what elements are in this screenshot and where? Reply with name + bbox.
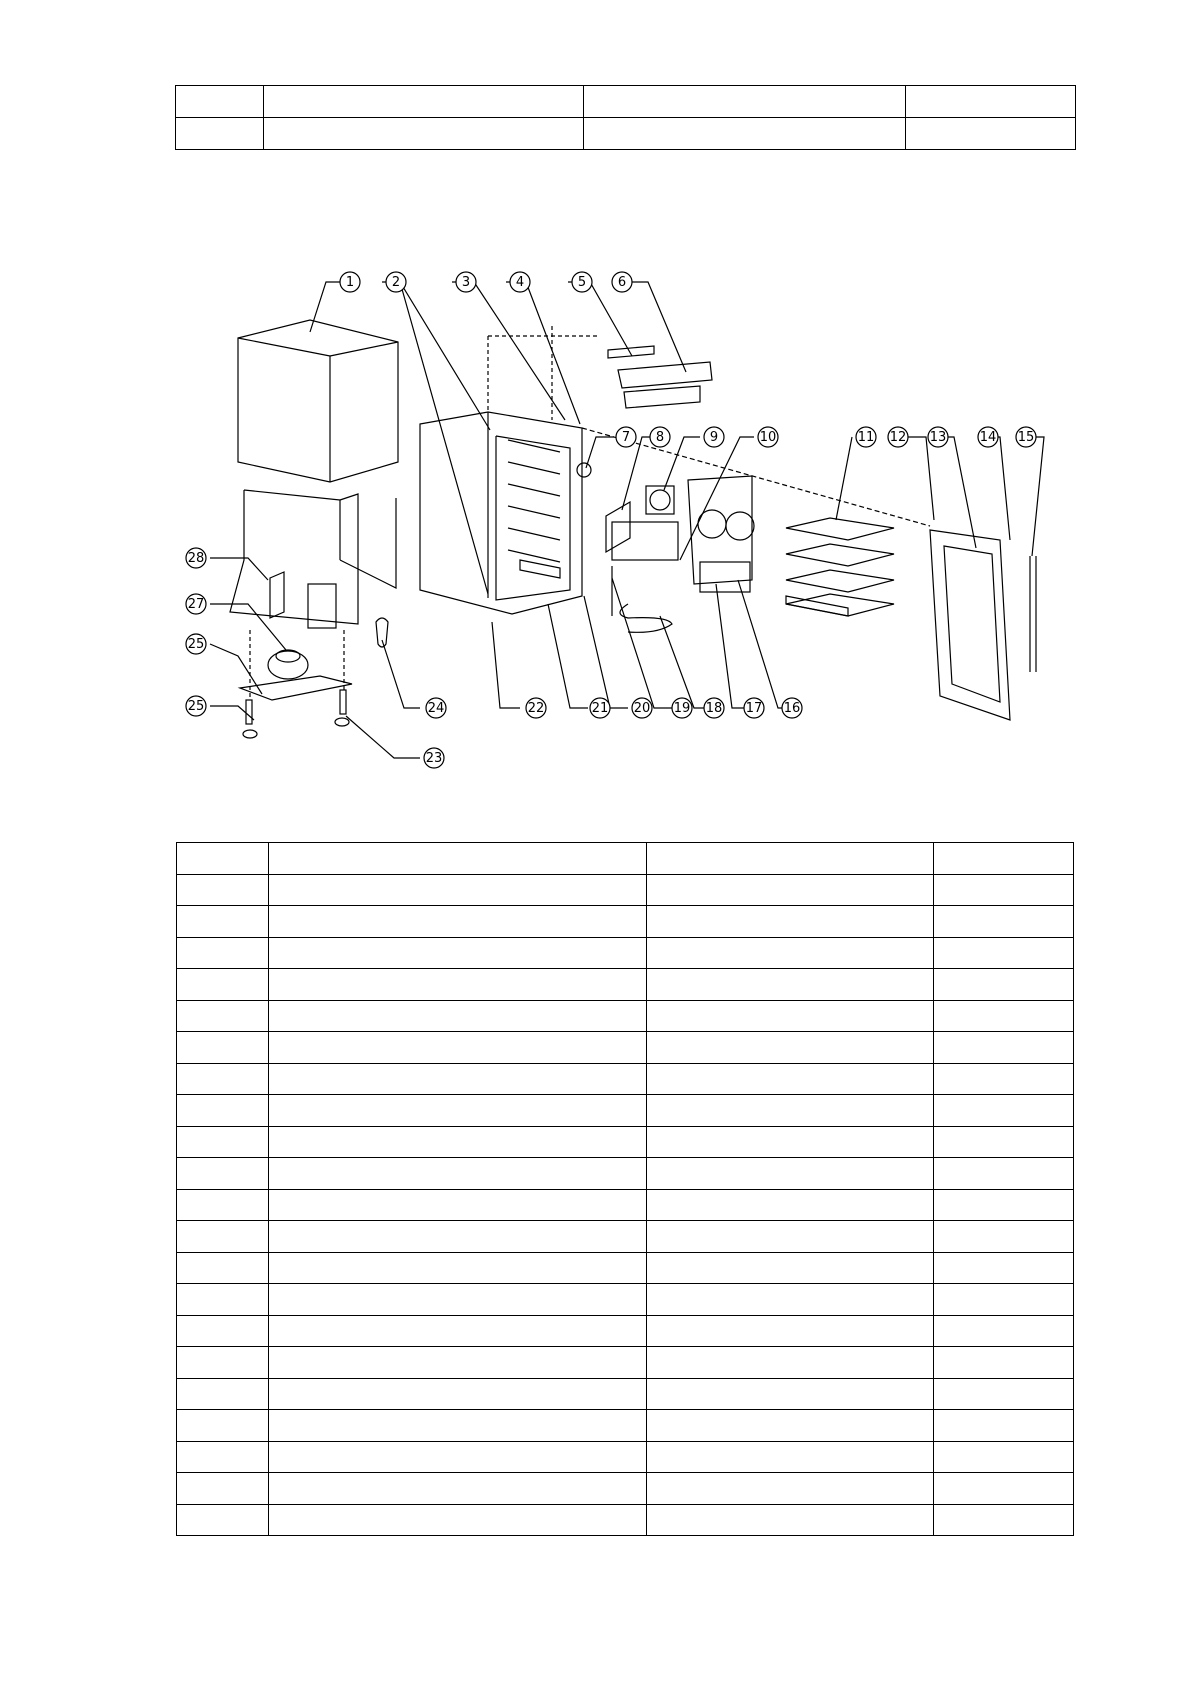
table-cell xyxy=(934,1126,1074,1158)
callout-25 xyxy=(186,634,206,654)
table-cell xyxy=(177,1410,269,1442)
table-cell xyxy=(647,1126,934,1158)
callout-6 xyxy=(612,272,632,292)
callout-11 xyxy=(856,427,876,447)
evaporator-drawing xyxy=(577,463,754,632)
table-cell xyxy=(177,1473,269,1505)
table-cell xyxy=(647,1221,934,1253)
callout-8 xyxy=(650,427,670,447)
callout-number: 2 xyxy=(391,275,401,290)
table-cell xyxy=(647,937,934,969)
table-cell xyxy=(934,874,1074,906)
callout-25 xyxy=(186,696,206,716)
table-row xyxy=(177,1126,1074,1158)
callout-1 xyxy=(340,272,360,292)
table-cell xyxy=(647,1032,934,1064)
table-row xyxy=(177,1252,1074,1284)
table-row xyxy=(177,1315,1074,1347)
table-cell xyxy=(177,1504,269,1536)
table-cell xyxy=(269,969,647,1001)
table-cell xyxy=(177,1032,269,1064)
table-cell xyxy=(647,1063,934,1095)
table-cell xyxy=(177,1315,269,1347)
table-cell xyxy=(177,1158,269,1190)
shelves-drawing xyxy=(786,518,894,616)
table-cell xyxy=(647,1441,934,1473)
table-row xyxy=(177,1284,1074,1316)
callout-17 xyxy=(744,698,764,718)
table-cell xyxy=(647,1158,934,1190)
table-cell xyxy=(269,1221,647,1253)
callout-number: 23 xyxy=(425,751,443,766)
table-row xyxy=(177,1347,1074,1379)
table-cell xyxy=(269,1347,647,1379)
callout-28 xyxy=(186,548,206,568)
table-cell xyxy=(269,937,647,969)
table-cell xyxy=(269,1158,647,1190)
callout-20 xyxy=(632,698,652,718)
table-cell xyxy=(934,1000,1074,1032)
table-cell xyxy=(934,1441,1074,1473)
table-cell xyxy=(647,1284,934,1316)
table-cell xyxy=(177,1095,269,1127)
table-cell xyxy=(934,1032,1074,1064)
table-cell xyxy=(934,906,1074,938)
parts-list-table xyxy=(176,842,1074,1536)
table-cell xyxy=(269,1032,647,1064)
table-cell xyxy=(177,1221,269,1253)
table-cell xyxy=(177,969,269,1001)
table-cell xyxy=(177,906,269,938)
callout-22 xyxy=(526,698,546,718)
table-cell xyxy=(177,1347,269,1379)
table-row xyxy=(177,1473,1074,1505)
table-cell xyxy=(177,1126,269,1158)
table-row xyxy=(177,1441,1074,1473)
table-cell xyxy=(647,906,934,938)
callout-number: 22 xyxy=(527,701,545,716)
table-row xyxy=(177,874,1074,906)
callout-3 xyxy=(456,272,476,292)
table-cell xyxy=(177,1189,269,1221)
callout-15 xyxy=(1016,427,1036,447)
table-cell xyxy=(269,1000,647,1032)
table-cell xyxy=(934,1158,1074,1190)
exploded-view-diagram xyxy=(0,0,1194,800)
compressor-drawing xyxy=(240,572,388,738)
callout-number: 1 xyxy=(345,275,355,290)
callout-number: 3 xyxy=(461,275,471,290)
callout-number: 17 xyxy=(745,701,763,716)
callout-21 xyxy=(590,698,610,718)
table-row xyxy=(177,937,1074,969)
callout-23 xyxy=(424,748,444,768)
door-drawing xyxy=(582,428,1036,720)
table-row xyxy=(177,969,1074,1001)
table-cell xyxy=(934,1504,1074,1536)
table-cell xyxy=(934,1095,1074,1127)
table-cell xyxy=(269,1315,647,1347)
leader-lines xyxy=(210,282,1044,758)
callout-12 xyxy=(888,427,908,447)
callout-4 xyxy=(510,272,530,292)
table-cell xyxy=(177,1000,269,1032)
callout-18 xyxy=(704,698,724,718)
table-cell xyxy=(269,1063,647,1095)
table-cell xyxy=(647,1189,934,1221)
table-cell xyxy=(269,1252,647,1284)
table-cell xyxy=(647,1473,934,1505)
table-row xyxy=(177,1063,1074,1095)
callout-24 xyxy=(426,698,446,718)
table-cell xyxy=(934,969,1074,1001)
table-cell xyxy=(647,1347,934,1379)
callout-number: 11 xyxy=(857,430,875,445)
callout-number: 20 xyxy=(633,701,651,716)
callout-number: 13 xyxy=(929,430,947,445)
table-cell xyxy=(934,1221,1074,1253)
callout-number: 24 xyxy=(427,701,445,716)
table-cell xyxy=(269,1189,647,1221)
table-row xyxy=(177,1189,1074,1221)
table-cell xyxy=(934,1347,1074,1379)
callout-5 xyxy=(572,272,592,292)
table-cell xyxy=(269,1284,647,1316)
table-cell xyxy=(269,1095,647,1127)
table-cell xyxy=(647,1315,934,1347)
table-cell xyxy=(269,874,647,906)
table-cell xyxy=(647,1410,934,1442)
callout-14 xyxy=(978,427,998,447)
table-cell xyxy=(647,1504,934,1536)
table-cell xyxy=(177,874,269,906)
callout-16 xyxy=(782,698,802,718)
callout-7 xyxy=(616,427,636,447)
callout-number: 10 xyxy=(759,430,777,445)
table-cell xyxy=(934,1473,1074,1505)
table-cell xyxy=(647,1000,934,1032)
table-row xyxy=(177,1410,1074,1442)
table-cell xyxy=(647,1378,934,1410)
callout-19 xyxy=(672,698,692,718)
table-row xyxy=(177,1095,1074,1127)
callout-10 xyxy=(758,427,778,447)
table-cell xyxy=(647,1095,934,1127)
table-cell xyxy=(269,1504,647,1536)
table-cell xyxy=(177,1378,269,1410)
table-cell xyxy=(647,874,934,906)
table-cell xyxy=(177,937,269,969)
callout-number: 15 xyxy=(1017,430,1035,445)
callout-number: 5 xyxy=(577,275,587,290)
table-cell xyxy=(269,843,647,875)
table-cell xyxy=(647,843,934,875)
callout-number: 19 xyxy=(673,701,691,716)
callout-number: 25 xyxy=(187,699,205,714)
table-cell xyxy=(934,937,1074,969)
table-cell xyxy=(269,1441,647,1473)
table-cell xyxy=(177,1252,269,1284)
table-cell xyxy=(177,843,269,875)
callout-number: 27 xyxy=(187,597,205,612)
table-row xyxy=(177,1221,1074,1253)
table-cell xyxy=(647,1252,934,1284)
callout-number: 9 xyxy=(709,430,719,445)
table-cell xyxy=(177,1063,269,1095)
table-cell xyxy=(934,843,1074,875)
table-cell xyxy=(177,1284,269,1316)
table-row xyxy=(177,843,1074,875)
callout-9 xyxy=(704,427,724,447)
table-cell xyxy=(934,1189,1074,1221)
callout-2 xyxy=(386,272,406,292)
table-cell xyxy=(934,1284,1074,1316)
callout-number: 16 xyxy=(783,701,801,716)
table-row xyxy=(177,1158,1074,1190)
table-row xyxy=(177,906,1074,938)
callout-number: 14 xyxy=(979,430,997,445)
table-cell xyxy=(269,1378,647,1410)
table-cell xyxy=(269,906,647,938)
table-cell xyxy=(934,1315,1074,1347)
table-cell xyxy=(647,969,934,1001)
table-row xyxy=(177,1504,1074,1536)
table-cell xyxy=(934,1252,1074,1284)
table-row xyxy=(177,1378,1074,1410)
table-row xyxy=(177,1000,1074,1032)
callout-number: 21 xyxy=(591,701,609,716)
table-cell xyxy=(934,1378,1074,1410)
table-row xyxy=(177,1032,1074,1064)
callout-number: 28 xyxy=(187,551,205,566)
callout-number: 7 xyxy=(621,430,631,445)
callout-13 xyxy=(928,427,948,447)
control-panel-drawing xyxy=(608,346,712,408)
callout-number: 4 xyxy=(515,275,525,290)
table-cell xyxy=(934,1410,1074,1442)
callout-number: 25 xyxy=(187,637,205,652)
table-cell xyxy=(269,1410,647,1442)
table-cell xyxy=(934,1063,1074,1095)
table-cell xyxy=(269,1473,647,1505)
callout-number: 12 xyxy=(889,430,907,445)
table-cell xyxy=(177,1441,269,1473)
callout-number: 18 xyxy=(705,701,723,716)
callout-number: 6 xyxy=(617,275,627,290)
table-cell xyxy=(269,1126,647,1158)
inner-cabinet-drawing xyxy=(420,326,600,614)
callout-27 xyxy=(186,594,206,614)
callout-number: 8 xyxy=(655,430,665,445)
outer-cabinet-drawing xyxy=(230,320,398,624)
